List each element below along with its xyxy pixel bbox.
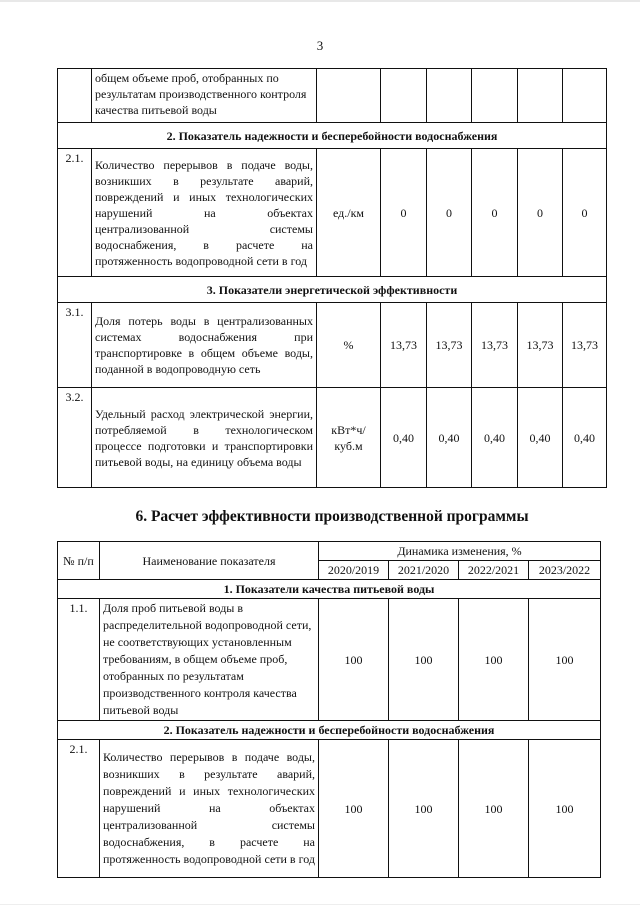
row-number: 2.1. — [58, 149, 92, 277]
unit-cell: % — [317, 303, 381, 388]
row-number: 2.1. — [58, 740, 100, 878]
value-cell: 0 — [472, 149, 518, 277]
header-num: № п/п — [58, 542, 100, 580]
row-number: 3.2. — [58, 388, 92, 488]
value-cell: 100 — [529, 599, 601, 721]
value-cell: 13,73 — [518, 303, 563, 388]
indicator-name-cell: Удельный расход электрической энергии, потребляемой в технологическом процессе подготовки и транспортировки питьевой воды, на единицу объема воды — [92, 388, 317, 488]
value-cell: 13,73 — [381, 303, 427, 388]
value-cell: 0,40 — [518, 388, 563, 488]
value-cell — [381, 69, 427, 123]
value-cell: 0 — [427, 149, 472, 277]
value-cell: 0 — [563, 149, 607, 277]
indicator-name-cell: Количество перерывов в подаче воды, возникших в результате аварий, повреждений и иных технологических нарушений на объектах централизованной системы водоснабжения, в расчете на протяженность водопроводной сети в год — [92, 149, 317, 277]
unit-cell: ед./км — [317, 149, 381, 277]
value-cell: 100 — [529, 740, 601, 878]
indicators-table — [57, 68, 607, 488]
unit-cell — [317, 69, 381, 123]
value-cell: 0,40 — [427, 388, 472, 488]
value-cell: 0 — [381, 149, 427, 277]
section-heading: 6. Расчет эффективности производственной программы — [135, 508, 529, 525]
row-number: 3.1. — [58, 303, 92, 388]
indicator-name-cell: Доля проб питьевой воды в распределительной водопроводной сети, не соответствующих установленным требованиям, в общем объеме проб, отобранных по результатам производственного контроля качества питьевой воды — [100, 599, 319, 721]
section-row — [58, 123, 607, 149]
section-title: 3. Показатели энергетической эффективности — [58, 277, 607, 303]
value-cell — [472, 69, 518, 123]
table-row — [58, 740, 601, 878]
section-title: 1. Показатели качества питьевой воды — [58, 580, 601, 599]
value-cell: 13,73 — [563, 303, 607, 388]
value-cell: 0,40 — [563, 388, 607, 488]
header-year: 2020/2019 — [319, 561, 389, 580]
value-cell — [563, 69, 607, 123]
value-cell: 0 — [518, 149, 563, 277]
table-row — [58, 303, 607, 388]
value-cell: 100 — [459, 740, 529, 878]
indicator-name-cell: общем объеме проб, отобранных по результатам производственного контроля качества питьевой воды — [92, 69, 317, 123]
section-title: 2. Показатель надежности и бесперебойности водоснабжения — [58, 123, 607, 149]
num-cell — [58, 69, 92, 123]
header-year: 2023/2022 — [529, 561, 601, 580]
section-row — [58, 721, 601, 740]
indicator-name-cell: Количество перерывов в подаче воды, возникших в результате аварий, повреждений и иных технологических нарушений на объектах централизованной системы водоснабжения, в расчете на протяженность водопроводной сети в год — [100, 740, 319, 878]
indicator-name-cell: Доля потерь воды в централизованных системах водоснабжения при транспортировке в общем объеме воды, поданной в водопроводную сеть — [92, 303, 317, 388]
scan-top-edge — [0, 0, 640, 2]
section-row — [58, 580, 601, 599]
value-cell: 0,40 — [472, 388, 518, 488]
value-cell: 100 — [319, 599, 389, 721]
header-year: 2022/2021 — [459, 561, 529, 580]
value-cell: 100 — [459, 599, 529, 721]
value-cell: 100 — [389, 599, 459, 721]
efficiency-table — [57, 541, 601, 878]
unit-cell: кВт*ч/ куб.м — [317, 388, 381, 488]
header-dynamics: Динамика изменения, % — [319, 542, 601, 561]
table-row — [58, 388, 607, 488]
value-cell: 100 — [319, 740, 389, 878]
section-title: 2. Показатель надежности и бесперебойности водоснабжения — [58, 721, 601, 740]
value-cell — [427, 69, 472, 123]
header-name: Наименование показателя — [100, 542, 319, 580]
table-row — [58, 149, 607, 277]
page-number: 3 — [316, 38, 324, 53]
value-cell: 13,73 — [472, 303, 518, 388]
value-cell — [518, 69, 563, 123]
row-number: 1.1. — [58, 599, 100, 721]
value-cell: 100 — [389, 740, 459, 878]
section-row — [58, 277, 607, 303]
value-cell: 0,40 — [381, 388, 427, 488]
header-row — [58, 542, 601, 561]
value-cell: 13,73 — [427, 303, 472, 388]
header-year: 2021/2020 — [389, 561, 459, 580]
table-row — [58, 69, 607, 123]
table-row — [58, 599, 601, 721]
